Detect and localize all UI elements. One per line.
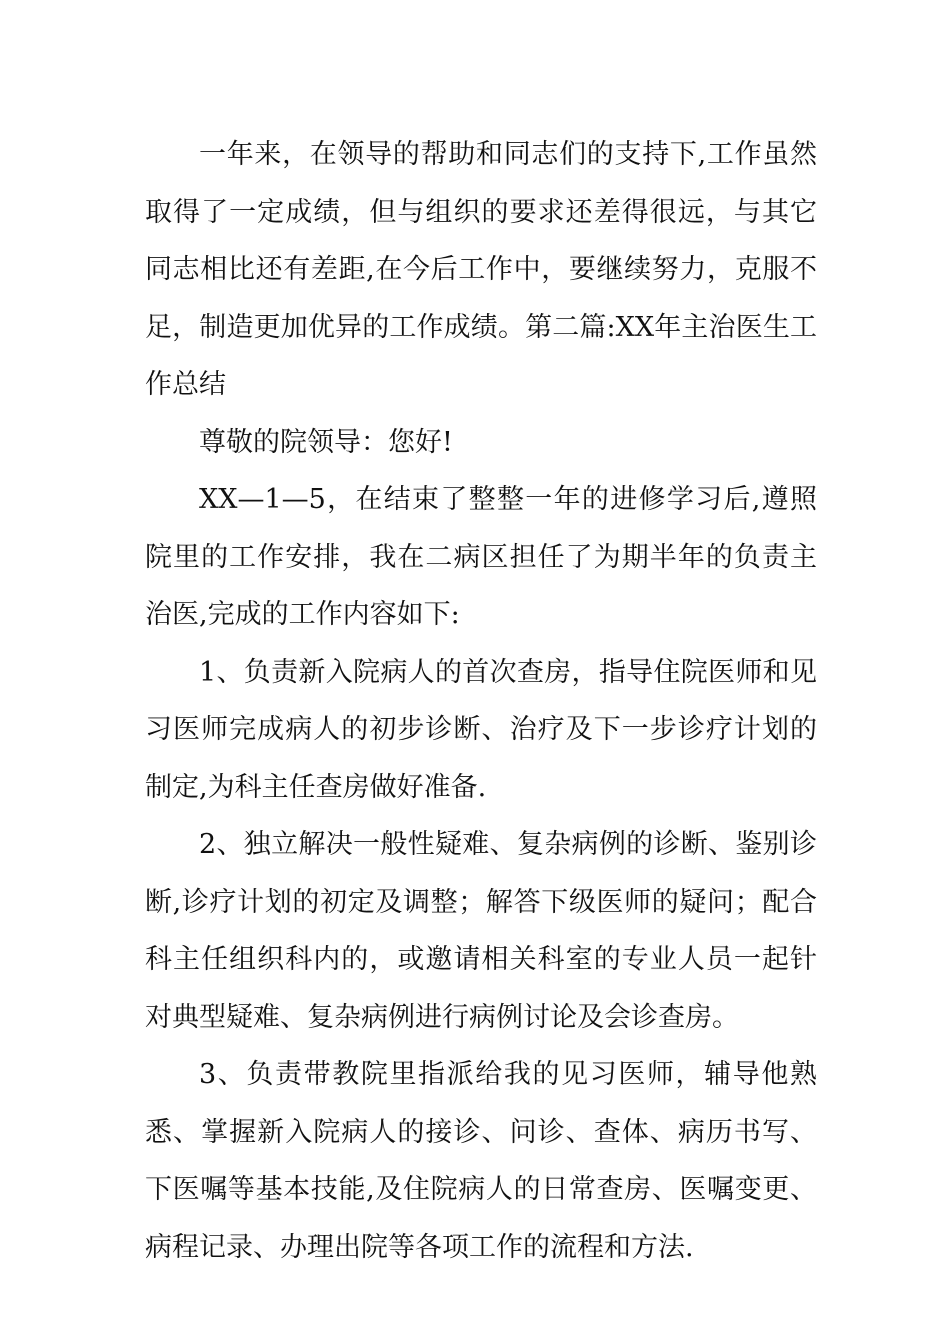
paragraph-1: 一年来，在领导的帮助和同志们的支持下,工作虽然取得了一定成绩，但与组织的要求还差得很远，与其它同志相比还有差距,在今后工作中，要继续努力，克服不足，制造更加优异的工作成绩。第二篇:XX年主治医生工作总结	[145, 139, 817, 400]
paragraph-6: 3、负责带教院里指派给我的见习医师，辅导他熟悉、掌握新入院病人的接诊、问诊、查体、病历书写、下医嘱等基本技能,及住院病人的日常查房、医嘱变更、病程记录、办理出院等各项工作的流程和方法.	[145, 1059, 817, 1263]
paragraph-3: XX—1—5，在结束了整整一年的进修学习后,遵照院里的工作安排，我在二病区担任了为期半年的负责主治医,完成的工作内容如下:	[145, 484, 817, 630]
document-body	[145, 126, 817, 1276]
paragraph-2: 尊敬的院领导：您好!	[199, 426, 453, 458]
paragraph-4: 1、负责新入院病人的首次查房，指导住院医师和见习医师完成病人的初步诊断、治疗及下一步诊疗计划的制定,为科主任查房做好准备.	[145, 656, 817, 803]
paragraph-5: 2、独立解决一般性疑难、复杂病例的诊断、鉴别诊断,诊疗计划的初定及调整；解答下级医师的疑问；配合科主任组织科内的，或邀请相关科室的专业人员一起针对典型疑难、复杂病例进行病例讨论及会诊查房。	[145, 829, 817, 1033]
